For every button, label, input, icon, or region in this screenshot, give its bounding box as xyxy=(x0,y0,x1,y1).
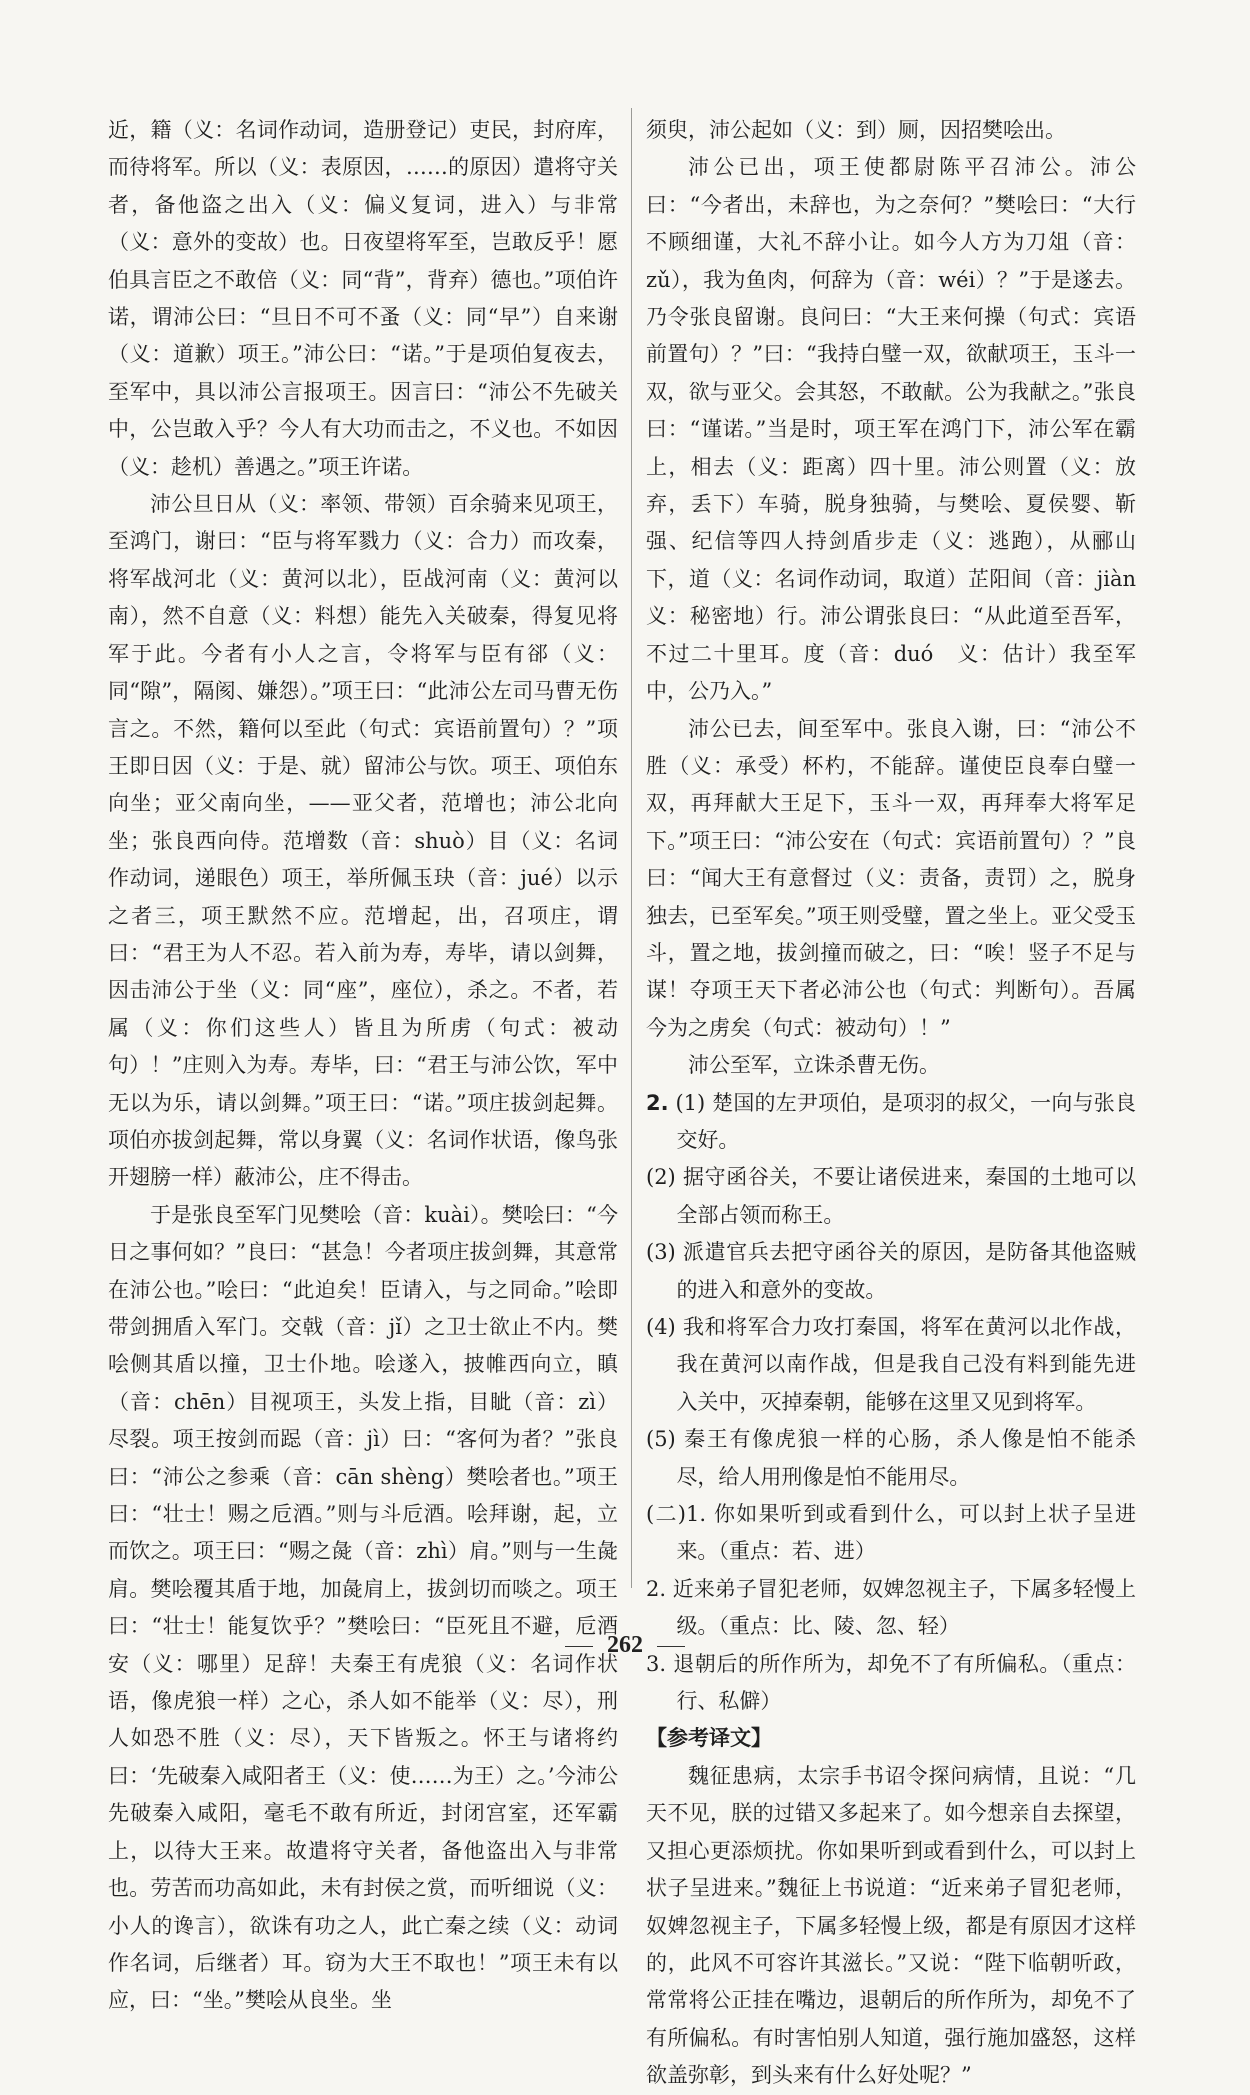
left-column xyxy=(108,112,618,2020)
right-column xyxy=(646,112,1157,2095)
answer-item: 3. 退朝后的所作所为，却免不了有所偏私。（重点：行、私僻） xyxy=(646,1651,1136,1714)
paragraph: 沛公至军，立诛杀曹无伤。 xyxy=(688,1053,940,1078)
answer-item xyxy=(646,1496,1136,1571)
paragraph: 于是张良至军门见樊哙（音：kuài）。樊哙曰：“今日之事何如？”良曰：“甚急！今者项庄拔剑舞，其意常在沛公也。”哙曰：“此迫矣！臣请入，与之同命。”哙即带剑拥盾入军门。交戟（音：jǐ）之卫士欲止不内。樊哙侧其盾以撞，卫士仆地。哙遂入，披帷西向立，瞋（音：chēn）目视项王，头发上指，目眦（音：zì）尽裂。项王按剑而跽（音：jì）曰：“客何为者？”张良曰：“沛公之参乘（音：cān shèng）樊哙者也。”项王曰：“壮士！赐之卮酒。”则与斗卮酒。哙拜谢，起，立而饮之。项王曰：“赐之彘（音：zhì）肩。”则与一生彘肩。樊哙覆其盾于地，加彘肩上，拔剑切而啖之。项王曰：“壮士！能复饮乎？”樊哙曰：“臣死且不避，卮酒安（义：哪里）足辞！夫秦王有虎狼（义：名词作状语，像虎狼一样）之心，杀人如不能举（义：尽），刑人如恐不胜（义：尽），天下皆叛之。怀王与诸将约曰：‘先破秦入咸阳者王（义：使……为王）之。’今沛公先破秦入咸阳，毫毛不敢有所近，封闭宫室，还军霸上，以待大王来。故遣将守关者，备他盗出入与非常也。劳苦而功高如此，未有封侯之赏，而听细说（义：小人的谗言），欲诛有功之人，此亡秦之续（义：动词作名词，后继者）耳。窃为大王不取也！”项王未有以应，曰：“坐。”樊哙从良坐。坐 xyxy=(108,1202,618,2013)
answer-item: (5) 秦王有像虎狼一样的心肠，杀人像是怕不能杀尽，给人用刑像是怕不能用尽。 xyxy=(646,1427,1136,1489)
page-number: 262 xyxy=(607,1632,643,1658)
footer-dash-left xyxy=(565,1646,593,1647)
answer-item: (2) 据守函谷关，不要让诸侯进来，秦国的土地可以全部占领而称王。 xyxy=(646,1165,1136,1227)
answer-item xyxy=(646,1085,1136,1160)
page-footer xyxy=(0,1632,1250,1659)
answer-section-part-2 xyxy=(646,1496,1136,1720)
paragraph: 沛公旦日从（义：率领、带领）百余骑来见项王，至鸿门，谢曰：“臣与将军戮力（义：合力）而攻秦，将军战河北（义：黄河以北），臣战河南（义：黄河以南），然不自意（义：料想）能先入关破秦，得复见将军于此。今者有小人之言，令将军与臣有郤（义：同“隙”，隔阂、嫌怨）。”项王曰：“此沛公左司马曹无伤言之。不然，籍何以至此（句式：宾语前置句）？”项王即日因（义：于是、就）留沛公与饮。项王、项伯东向坐；亚父南向坐，——亚父者，范增也；沛公北向坐；张良西向侍。范增数（音：shuò）目（义：名词作动词，递眼色）项王，举所佩玉玦（音：jué）以示之者三，项王默然不应。范增起，出，召项庄，谓曰：“君王为人不忍。若入前为寿，寿毕，请以剑舞，因击沛公于坐（义：同“座”，座位），杀之。不者，若属（义：你们这些人）皆且为所虏（句式：被动句）！”庄则入为寿。寿毕，曰：“君王与沛公饮，军中无以为乐，请以剑舞。”项王曰：“诺。”项庄拔剑起舞。项伯亦拔剑起舞，常以身翼（义：名词作状语，像鸟张开翅膀一样）蔽沛公，庄不得击。 xyxy=(108,492,618,1190)
column-divider xyxy=(631,108,632,1588)
reference-translation-text: 魏征患病，太宗手书诏令探问病情，且说：“几天不见，朕的过错又多起来了。如今想亲自去探望，又担心更添烦扰。你如果听到或看到什么，可以封上状子呈进来。”魏征上书说道：“近来弟子冒犯老师，奴婢忽视主子，下属多轻慢上级，都是有原因才这样的，此风不可容许其滋长。”又说：“陛下临朝听政，常常将公正挂在嘴边，退朝后的所作所为，却免不了有所偏私。有时害怕别人知道，强行施加盛怒，这样欲盖弥彰，到头来有什么好处呢？” xyxy=(646,1763,1136,2088)
answer-item: 2. 近来弟子冒犯老师，奴婢忽视主子，下属多轻慢上级。（重点：比、陵、忽、轻） xyxy=(646,1576,1136,1639)
answer-text: 1. 你如果听到或看到什么，可以封上状子呈进来。（重点：若、进） xyxy=(676,1502,1136,1564)
reference-translation-heading: 【参考译文】 xyxy=(646,1726,772,1751)
answer-text: (1) 楚国的左尹项伯，是项羽的叔父，一向与张良交好。 xyxy=(675,1090,1136,1152)
paragraph: 近，籍（义：名词作动词，造册登记）吏民，封府库，而待将军。所以（义：表原因，……的原因）遣将守关者，备他盗之出入（义：偏义复词，进入）与非常（义：意外的变故）也。日夜望将军至，岂敢反乎！愿伯具言臣之不敢倍（义：同“背”，背弃）德也。”项伯许诺，谓沛公曰：“旦日不可不蚤（义：同“早”）自来谢（义：道歉）项王。”沛公曰：“诺。”于是项伯复夜去，至军中，具以沛公言报项王。因言曰：“沛公不先破关中，公岂敢入乎？今人有大功而击之，不义也。不如因（义：趁机）善遇之。”项王许诺。 xyxy=(108,118,618,479)
paragraph: 沛公已出，项王使都尉陈平召沛公。沛公曰：“今者出，未辞也，为之奈何？”樊哙曰：“大行不顾细谨，大礼不辞小让。如今人方为刀俎（音：zǔ），我为鱼肉，何辞为（音：wéi）？”于是遂去。乃令张良留谢。良问曰：“大王来何操（句式：宾语前置句）？”曰：“我持白璧一双，欲献项王，玉斗一双，欲与亚父。会其怒，不敢献。公为我献之。”张良曰：“谨诺。”当是时，项王军在鸿门下，沛公军在霸上，相去（义：距离）四十里。沛公则置（义：放弃，丢下）车骑，脱身独骑，与樊哙、夏侯婴、靳强、纪信等四人持剑盾步走（义：逃跑），从郦山下，道（义：名词作动词，取道）芷阳间（音：jiàn 义：秘密地）行。沛公谓张良曰：“从此道至吾军，不过二十里耳。度（音：duó 义：估计）我至军中，公乃入。” xyxy=(646,155,1157,704)
answer-section-2 xyxy=(646,1085,1136,1496)
answer-item: (4) 我和将军合力攻打秦国，将军在黄河以北作战，我在黄河以南作战，但是我自己没有料到能先进入关中，灭掉秦朝，能够在这里又见到将军。 xyxy=(646,1315,1136,1414)
paragraph: 须臾，沛公起如（义：到）厕，因招樊哙出。 xyxy=(646,118,1066,142)
answer-item: (3) 派遣官兵去把守函谷关的原因，是防备其他盗贼的进入和意外的变故。 xyxy=(646,1240,1136,1302)
footer-dash-right xyxy=(657,1646,685,1647)
paragraph: 沛公已去，间至军中。张良入谢，曰：“沛公不胜（义：承受）杯杓，不能辞。谨使臣良奉白璧一双，再拜献大王足下，玉斗一双，再拜奉大将军足下。”项王曰：“沛公安在（句式：宾语前置句）？”良曰：“闻大王有意督过（义：责备，责罚）之，脱身独去，已至军矣。”项王则受璧，置之坐上。亚父受玉斗，置之地，拔剑撞而破之，曰：“唉！竖子不足与谋！夺项王天下者必沛公也（句式：判断句）。吾属今为之虏矣（句式：被动句）！” xyxy=(646,716,1136,1040)
part-label: (二) xyxy=(646,1502,686,1527)
item-number: 2. xyxy=(646,1090,669,1115)
